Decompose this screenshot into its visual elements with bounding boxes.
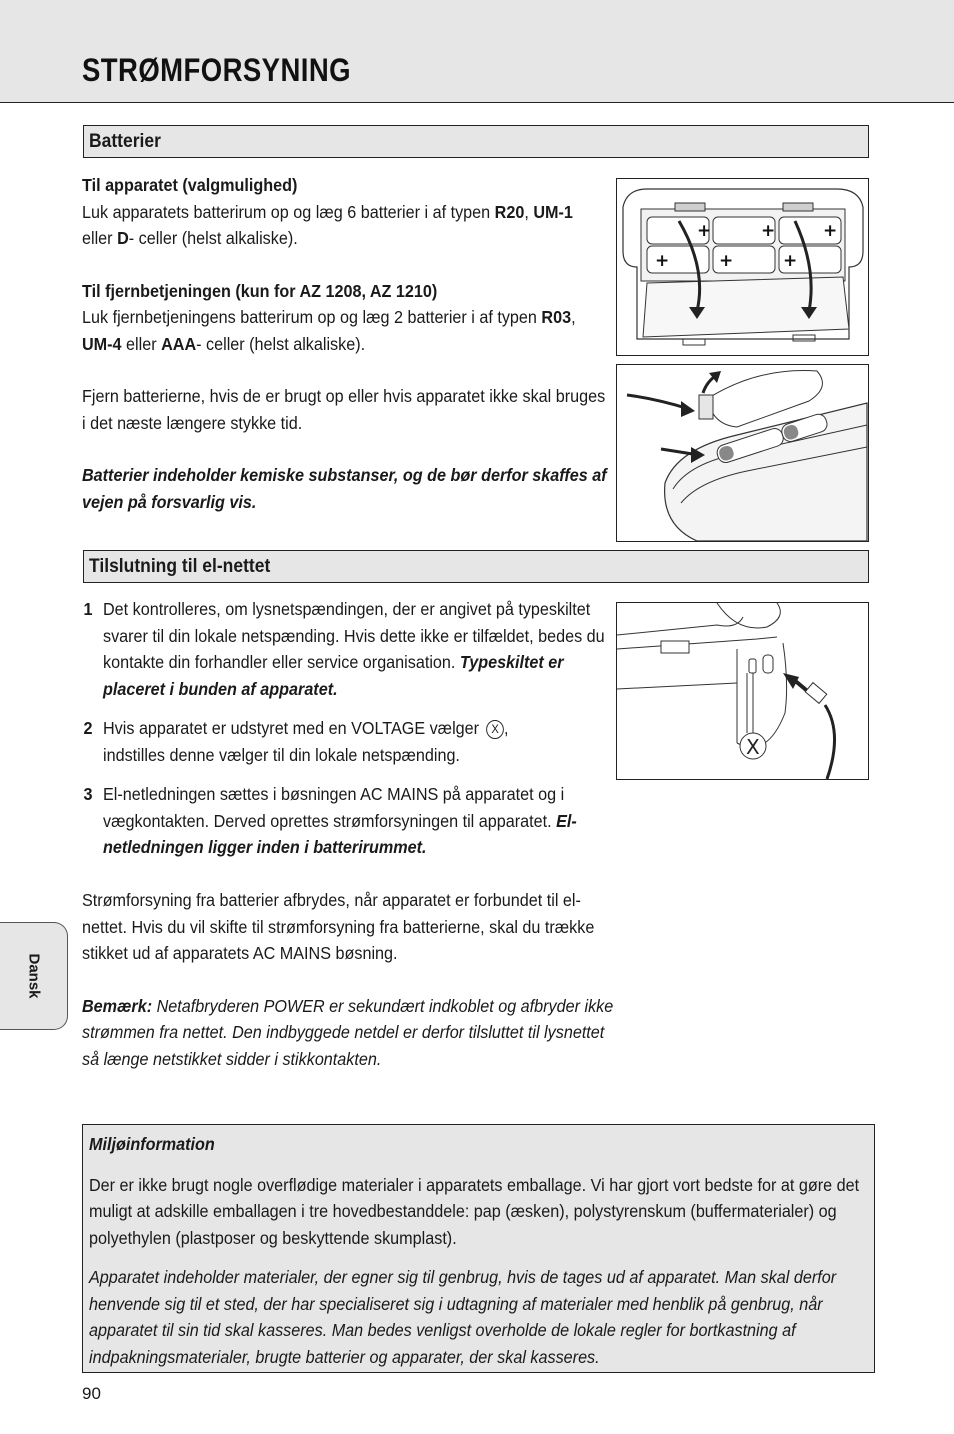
batteries-text-block <box>82 172 607 515</box>
svg-text:+: + <box>655 251 670 271</box>
voltage-selector-symbol: X <box>486 720 504 739</box>
svg-text:+: + <box>823 221 838 241</box>
ac-mains-connection-illustration <box>616 602 869 780</box>
power-note <box>82 993 614 1073</box>
section-heading-batteries-label: Batterier <box>89 131 161 152</box>
language-side-tab-label: Dansk <box>25 953 42 999</box>
device-type-um1: UM-1 <box>533 201 573 222</box>
device-type-r20: R20 <box>494 201 525 222</box>
svg-text:+: + <box>783 251 798 271</box>
device-text-4: - celler (helst alkaliske). <box>128 228 298 248</box>
remote-text-2: , <box>571 307 576 327</box>
device-subheading: Til apparatet (valgmulighed) <box>82 175 298 195</box>
page-number: 90 <box>82 1384 101 1403</box>
device-instructions <box>82 199 607 252</box>
remote-instructions <box>82 304 607 357</box>
figure-x-label: X <box>746 735 760 759</box>
language-side-tab <box>0 922 68 1030</box>
section-heading-mains-label: Tilslutning til el-nettet <box>89 556 271 577</box>
section-heading-mains <box>83 550 869 583</box>
step-1-number: 1 <box>83 599 93 619</box>
step-2-number: 2 <box>83 718 93 738</box>
environment-info-box <box>82 1124 875 1373</box>
remote-type-aaa: AAA <box>161 333 197 354</box>
mains-steps <box>83 596 610 861</box>
device-battery-compartment-illustration <box>616 178 869 356</box>
power-note-label: Bemærk: <box>82 995 153 1016</box>
step-2 <box>83 715 610 768</box>
section-heading-batteries <box>83 125 869 158</box>
remote-type-r03: R03 <box>541 307 572 327</box>
step-3 <box>83 781 610 861</box>
step-2-text-after: , indstilles denne vælger til din lokale netspænding. <box>103 718 509 765</box>
remote-text-1: Luk fjernbetjeningens batterirum op og læg 2 batterier i af typen <box>82 307 542 327</box>
environment-text <box>89 1131 870 1370</box>
device-text-1: Luk apparatets batterirum op og læg 6 batterier i af typen <box>82 201 495 222</box>
step-1-emphasis: Typeskiltet er placeret i bunden af apparatet. <box>103 652 564 699</box>
remote-text-3: eller <box>121 333 162 354</box>
svg-text:+: + <box>761 221 776 241</box>
remote-text-4: - celler (helst alkaliske). <box>196 333 366 354</box>
step-1 <box>83 596 610 702</box>
svg-text:+: + <box>719 251 734 271</box>
environment-heading: Miljøinformation <box>89 1134 215 1154</box>
step-1-text: Det kontrolleres, om lysnetspændingen, der er angivet på typeskiltet svarer til din lokale netspænding. Hvis dette ikke er tilfældet, bedes du kontakte din forhandler eller service organisation. <box>103 599 605 672</box>
page-title: STRØMFORSYNING <box>82 52 351 88</box>
step-3-emphasis: El-netledningen ligger inden i batterirummet. <box>103 810 577 857</box>
environment-paragraph-2: Apparatet indeholder materialer, der egner sig til genbrug, hvis de tages ud af apparatet. Man skal derfor henvende sig til et sted, der har specialiseret sig i udtagning af materialer med henblik på genbrug, når apparatet til sin tid skal kasseres. Man bedes venligst overholde de lokale regler for bortkastning af indpakningsmaterialer, brugte batterier og apparater, der skal kasseres. <box>89 1267 837 1367</box>
remote-subheading: Til fjernbetjeningen (kun for AZ 1208, AZ 1210) <box>82 280 438 301</box>
step-3-number: 3 <box>83 784 93 804</box>
device-text-3: eller <box>82 228 118 248</box>
device-type-d: D <box>117 228 129 248</box>
power-note-text: Netafbryderen POWER er sekundært indkoblet og afbryder ikke strømmen fra nettet. Den indbyggede netdel er derfor tilsluttet til lysnettet så længe netstikket sidder i stikkontakten. <box>82 995 614 1069</box>
step-3-text: El-netledningen sættes i bøsningen AC MAINS på apparatet og i vægkontakten. Derved oprettes strømforsyningen til apparatet. <box>103 784 565 831</box>
remote-type-um4: UM-4 <box>82 333 122 354</box>
battery-cutoff-text: Strømforsyning fra batterier afbrydes, når apparatet er forbundet til el-nettet. Hvis du vil skifte til strømforsyning fra batterierne, skal du trække stikket ud af apparatets AC MAINS bøsning. <box>82 890 595 963</box>
environment-paragraph-1: Der er ikke brugt nogle overflødige materialer i apparatets emballage. Vi har gjort vort bedste for at gøre det muligt at adskille emballagen i tre hovedbestanddele: pap (æsken), polystyrenskum (buffermaterialer) og polyethylen (plastposer og beskyttende skumplast). <box>89 1174 860 1248</box>
remote-battery-insertion-illustration <box>616 364 869 542</box>
step-2-text-before: Hvis apparatet er udstyret med en VOLTAGE vælger <box>103 718 484 738</box>
mains-notes <box>82 887 614 1072</box>
svg-text:+: + <box>697 221 712 241</box>
device-text-2: , <box>524 201 534 222</box>
battery-warning: Batterier indeholder kemiske substanser, og de bør derfor skaffes af vejen på forsvarlig vis. <box>82 465 607 512</box>
battery-removal-note: Fjern batterierne, hvis de er brugt op eller hvis apparatet ikke skal bruges i det næste længere stykke tid. <box>82 386 606 433</box>
